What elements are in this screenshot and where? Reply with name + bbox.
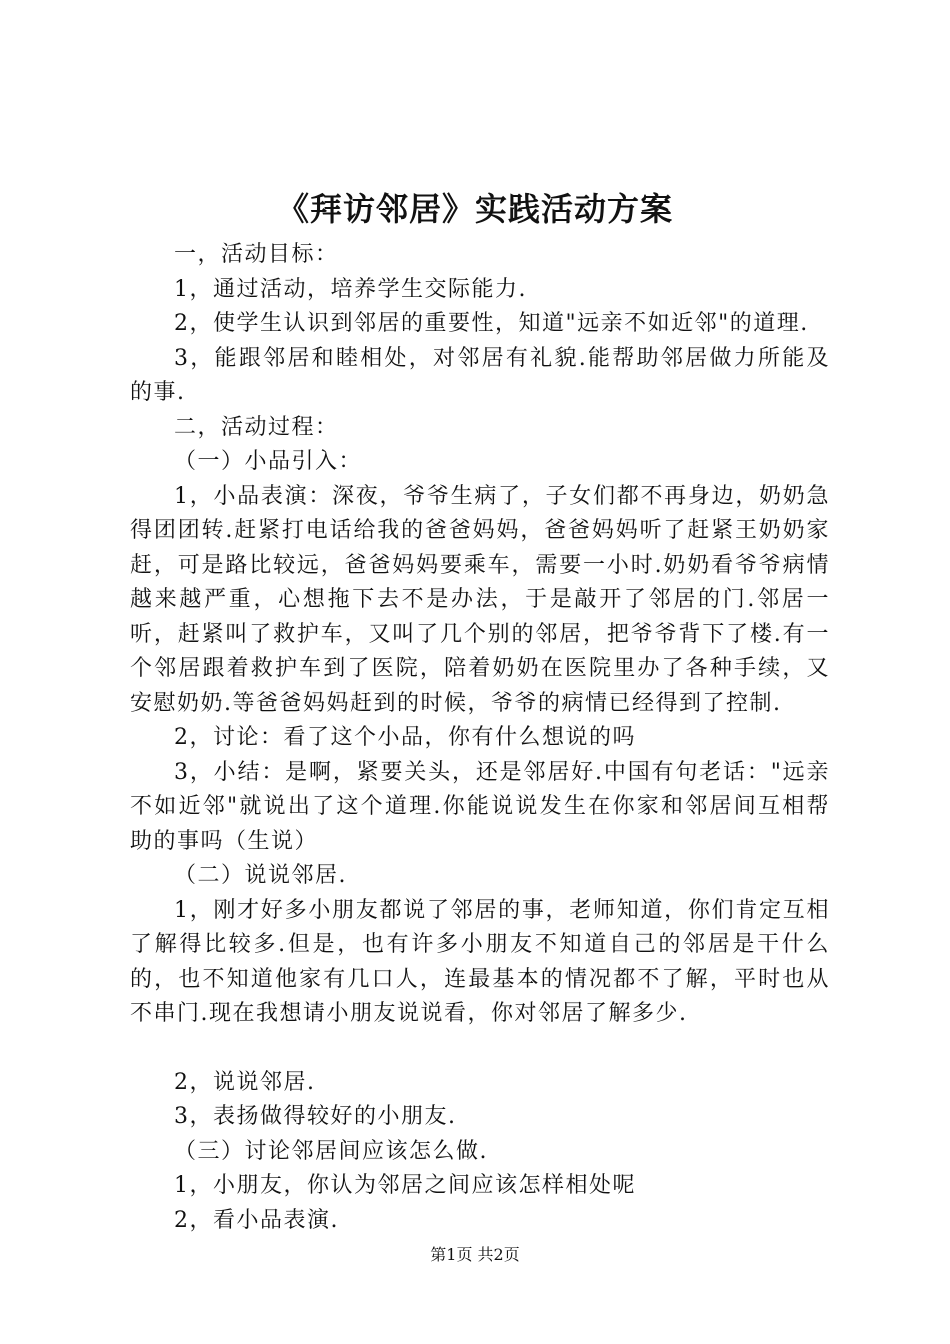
paragraph-subsection-2-heading: （二）说说邻居. <box>174 863 347 888</box>
page-number-footer: 第1页 共2页 <box>430 1245 520 1264</box>
paragraph-praise: 3，表扬做得较好的小朋友. <box>174 1104 457 1129</box>
paragraph-goal-2: 2，使学生认识到邻居的重要性，知道"远亲不如近邻"的道理. <box>174 311 809 336</box>
document-title: 《拜访邻居》实践活动方案 <box>276 190 673 228</box>
paragraph-subsection-3-heading: （三）讨论邻居间应该怎么做. <box>174 1138 488 1164</box>
paragraph-skit-description: 1，小品表演：深夜，爷爷生病了，子女们都不再身边，奶奶急得团团转.赶紧打电话给我的爸爸妈妈，爸爸妈妈听了赶紧王奶奶家赶，可是路比较远，爸爸妈妈要乘车，需要一小时.奶奶看爷爷病情越来越严重，心想拖下去不是办法，于是敲开了邻居的门.邻居一听，赶紧叫了救护车，又叫了几个别的邻居，把爷爷背下了楼.有一个邻居跟着救护车到了医院，陪着奶奶在医院里办了各种手续，又安慰奶奶.等爸爸妈妈赶到的时候，爷爷的病情已经得到了控制. <box>130 483 830 716</box>
paragraph-talk-neighbors: 2，说说邻居. <box>174 1069 316 1095</box>
paragraph-goal-1: 1，通过活动，培养学生交际能力. <box>174 276 527 302</box>
paragraph-summary: 3，小结：是啊，紧要关头，还是邻居好.中国有句老话："远亲不如近邻"就说出了这个道理.你能说说发生在你家和邻居间互相帮助的事吗（生说） <box>130 759 830 854</box>
paragraph-subsection-1-heading: （一）小品引入： <box>174 449 363 474</box>
document-body <box>130 238 830 1238</box>
paragraph-section-1-heading: 一，活动目标： <box>174 242 339 267</box>
paragraph-watch-skit: 2，看小品表演. <box>174 1207 339 1233</box>
paragraph-how-to-get-along: 1，小朋友，你认为邻居之间应该怎样相处呢 <box>174 1173 636 1198</box>
paragraph-discussion: 2，讨论：看了这个小品，你有什么想说的吗 <box>174 725 636 750</box>
paragraph-goal-3: 3，能跟邻居和睦相处，对邻居有礼貌.能帮助邻居做力所能及的事. <box>130 345 830 405</box>
paragraph-section-2-heading: 二，活动过程： <box>174 414 339 440</box>
paragraph-neighbors-intro: 1，刚才好多小朋友都说了邻居的事，老师知道，你们肯定互相了解得比较多.但是，也有许多小朋友不知道自己的邻居是干什么的，也不知道他家有几口人，连最基本的情况都不了解，平时也从不串门.现在我想请小朋友说说看，你对邻居了解多少. <box>130 897 830 1026</box>
